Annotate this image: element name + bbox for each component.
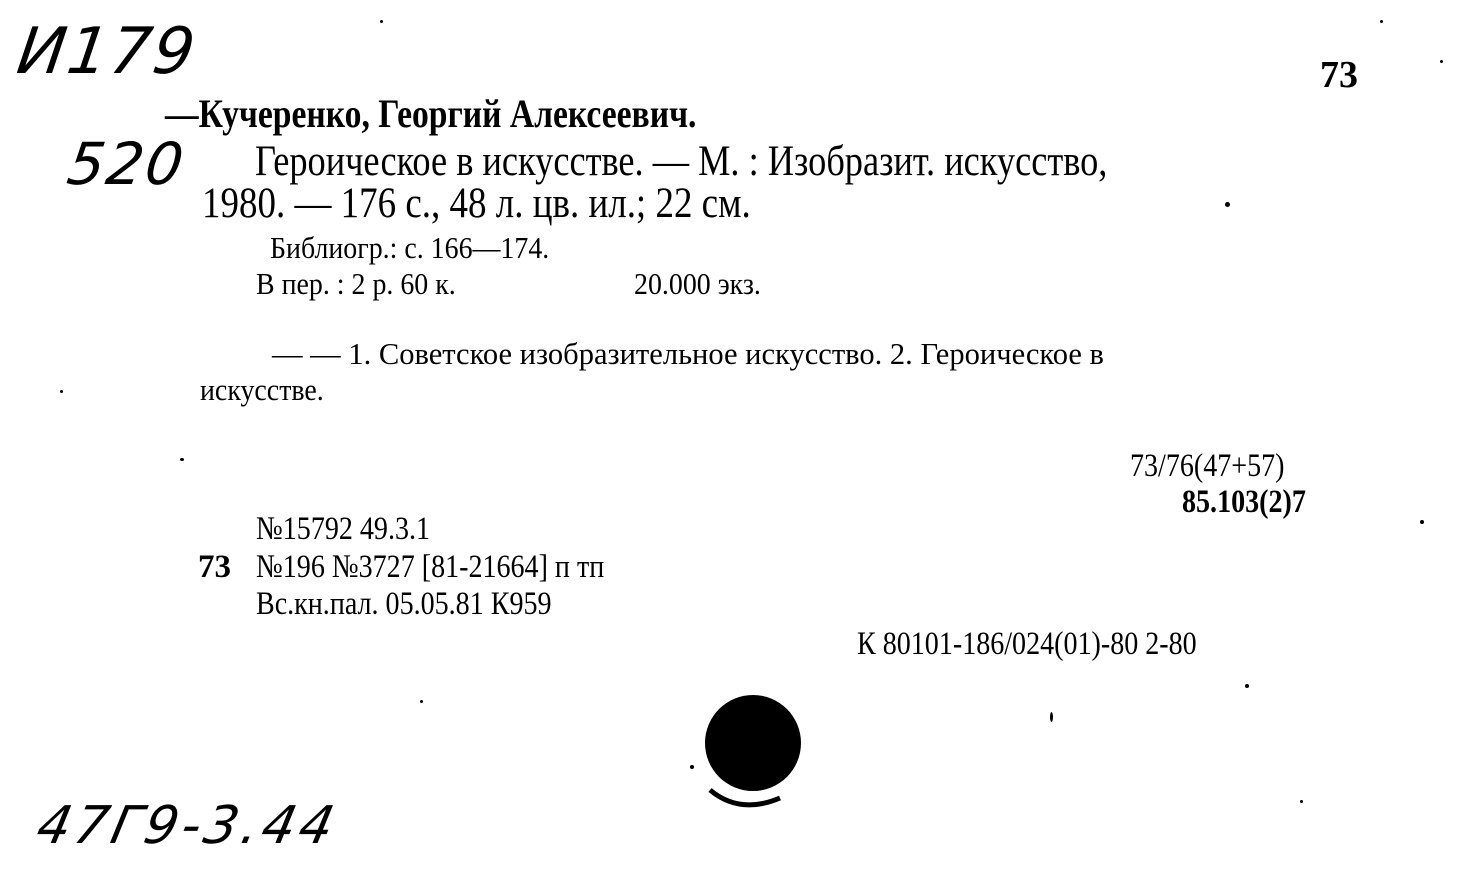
registration-line-3: Вс.кн.пал. 05.05.81 К959: [256, 586, 552, 622]
registration-line-1: №15792 49.3.1: [256, 511, 431, 547]
subjects-line-1: — — 1. Советское изобразительное искусство. 2. Героическое в: [272, 336, 1104, 371]
speck: [1420, 520, 1424, 524]
speck: [180, 458, 184, 461]
speck: [1050, 712, 1053, 722]
title-line-2: 1980. — 176 с., 48 л. цв. ил.; 22 см.: [202, 180, 751, 227]
price-note: В пер. : 2 р. 60 к.: [256, 266, 456, 301]
registration-line-2: №196 №3727 [81-21664] п тп: [256, 549, 605, 585]
punch-hole: [705, 695, 801, 791]
classification-index-1: 73/76(47+57): [1130, 448, 1285, 484]
handwritten-mid-code: 520: [63, 130, 190, 198]
speck: [380, 20, 383, 23]
bibliography-note: Библиогр.: с. 166—174.: [270, 230, 550, 265]
speck: [1245, 684, 1249, 688]
speck: [1225, 202, 1230, 207]
title-line-1: Героическое в искусстве. — М. : Изобразит. искусство,: [255, 138, 1108, 185]
author-heading: —Кучеренко, Георгий Алексеевич.: [165, 91, 697, 136]
bottom-code: К 80101-186/024(01)-80 2-80: [857, 626, 1197, 662]
speck: [1380, 20, 1383, 23]
speck: [60, 390, 63, 393]
handwritten-top-code: И179: [12, 15, 202, 89]
speck: [420, 700, 423, 703]
hole-shadow-mark: [700, 780, 820, 820]
classification-index-2: 85.103(2)7: [1182, 484, 1306, 520]
speck: [1440, 60, 1443, 63]
copies-note: 20.000 экз.: [634, 266, 761, 301]
speck: [690, 765, 694, 769]
handwritten-bottom-code: 47Г9-3.44: [31, 796, 344, 856]
registration-prefix: 73: [198, 549, 231, 585]
speck: [1300, 800, 1303, 803]
subjects-line-2: искусстве.: [200, 372, 324, 407]
class-number-top: 73: [1320, 54, 1358, 96]
